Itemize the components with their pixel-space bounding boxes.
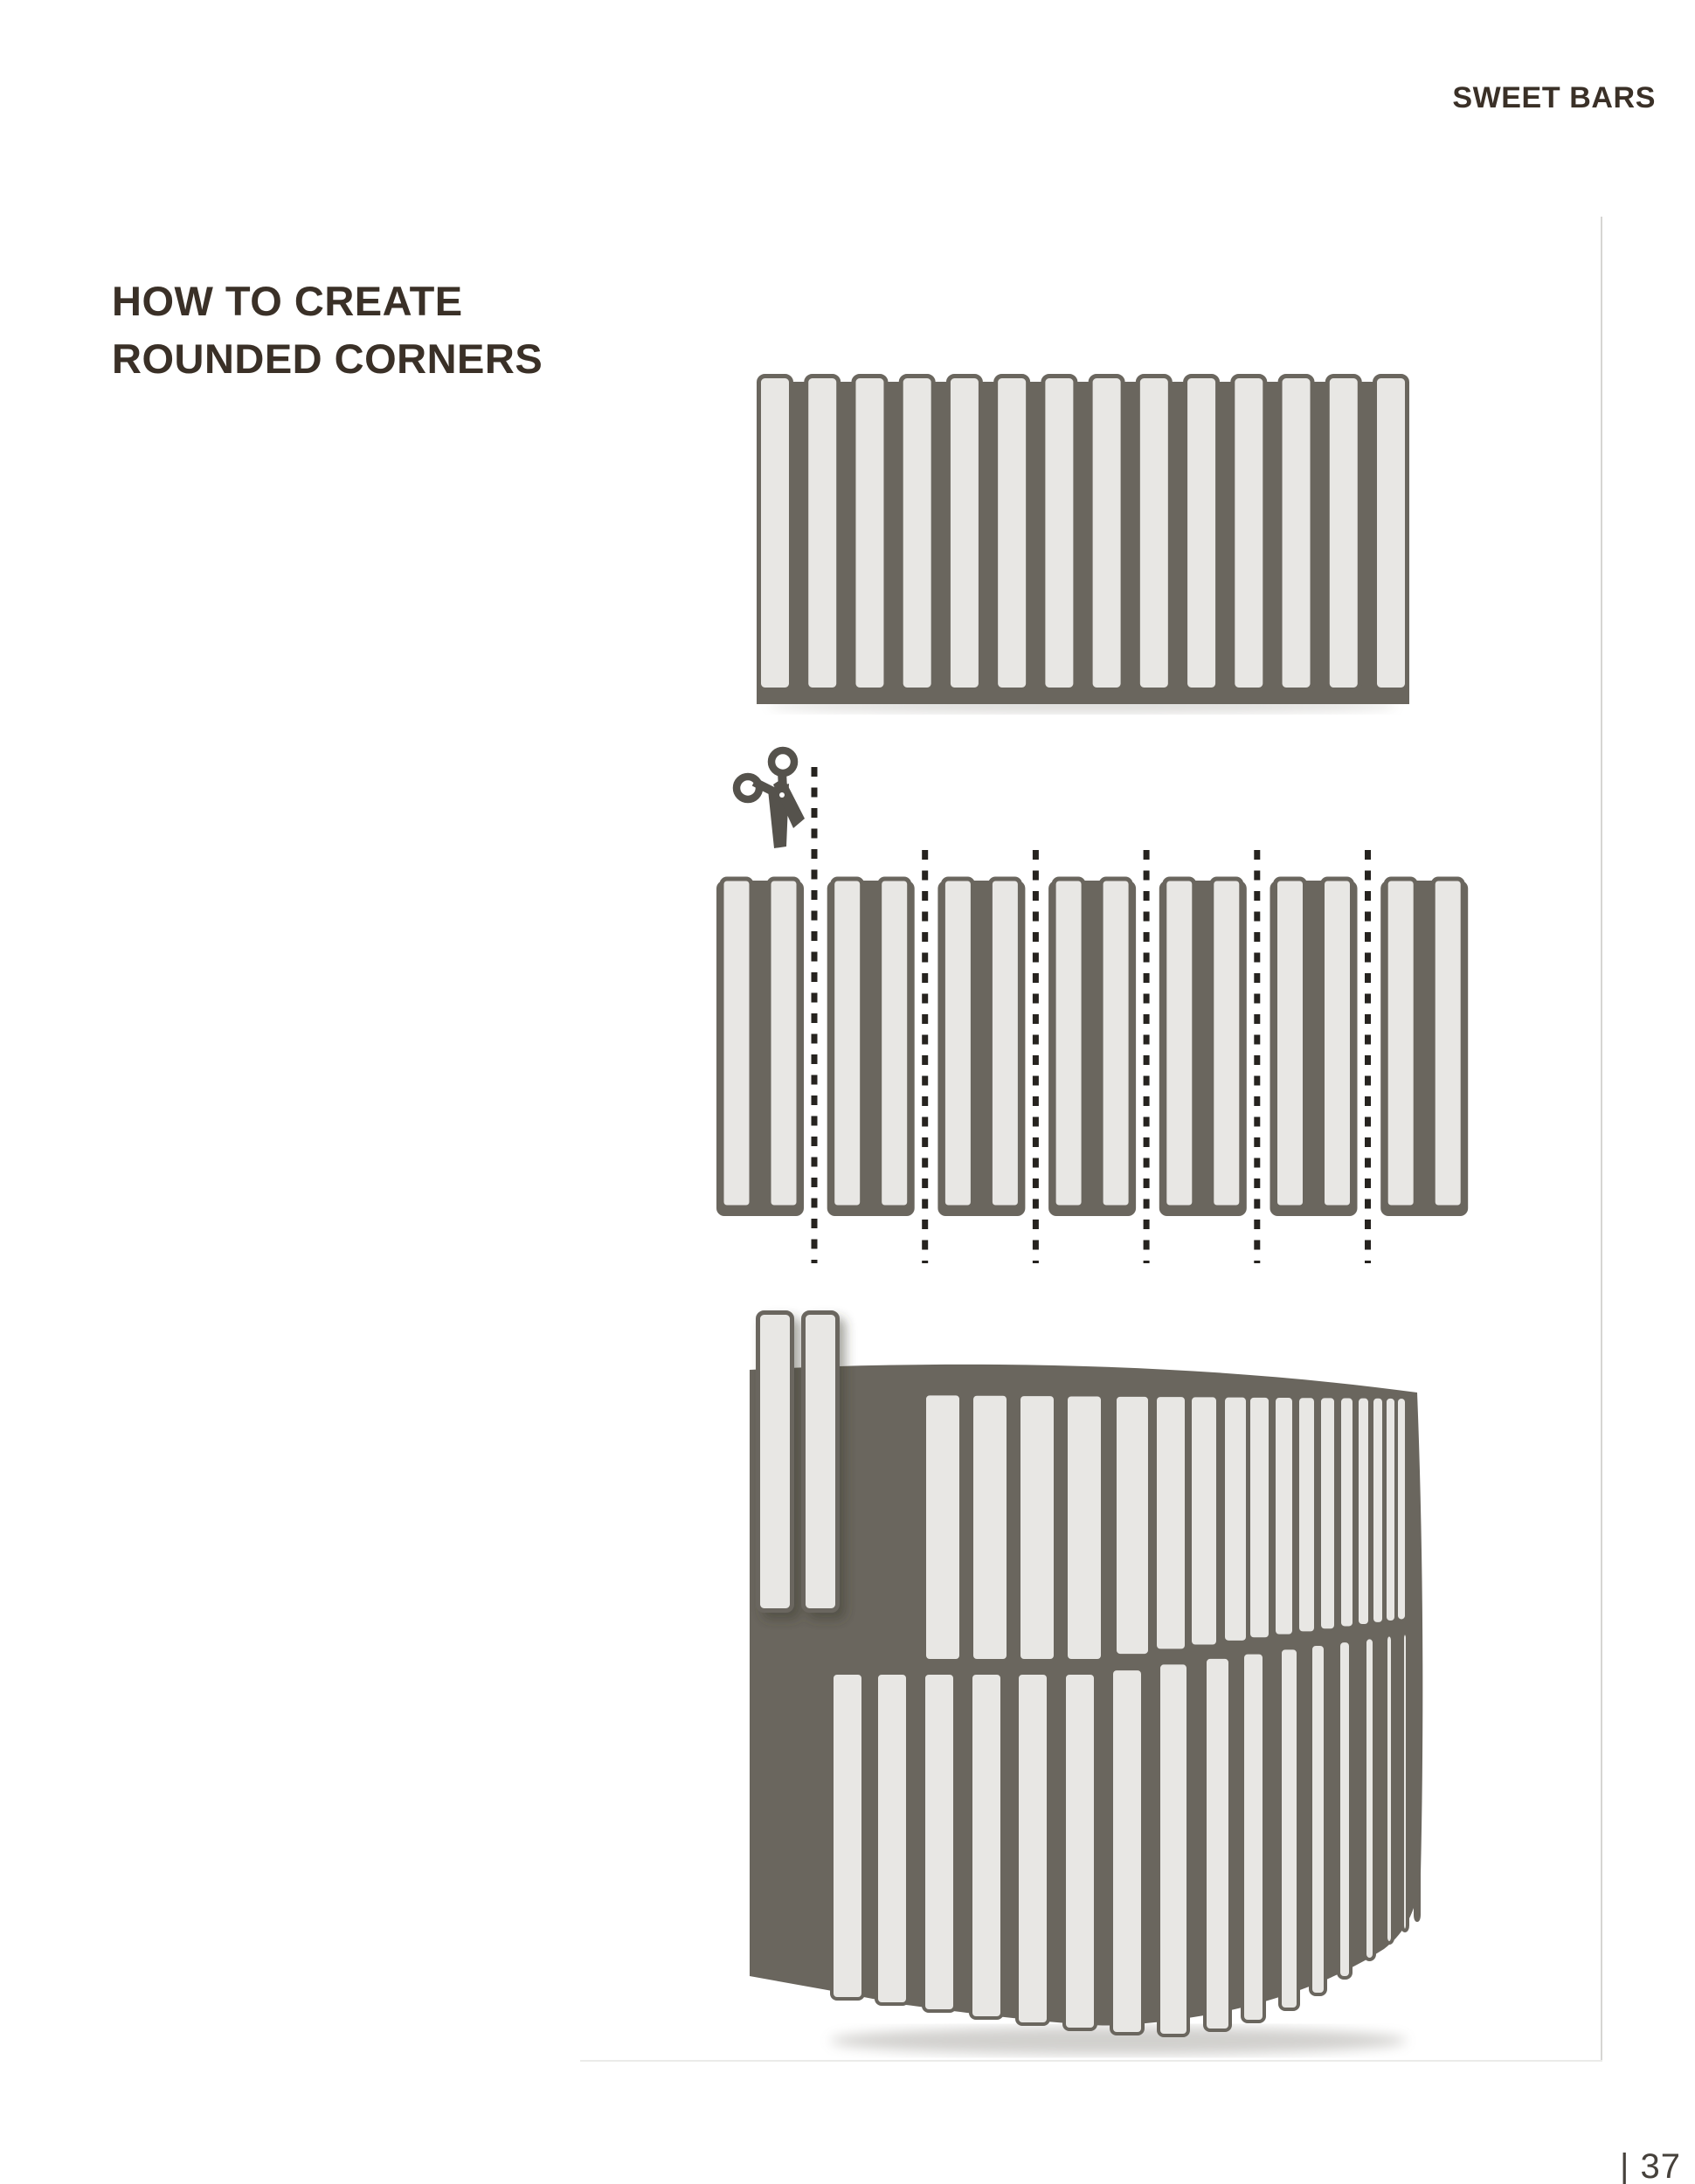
tile-bar [806,377,839,690]
tile-bar [1043,377,1076,690]
tile-bar [948,377,980,690]
tile-bar-upper [1299,1398,1314,1631]
tile-bar-lower [1205,1657,1230,2030]
tile-bar-lower [1064,1673,1096,2029]
page-header-brand: SWEET BARS [1452,81,1656,114]
rounded-corner-installation-illustration [743,1302,1442,2070]
tile-bar-upper [1373,1399,1382,1622]
tile-bar-lower [1280,1648,1298,2009]
tile-strip-pair [1380,879,1468,1216]
page-title [112,273,543,388]
tile-strip-pair [1270,879,1358,1216]
tile-bar [1280,377,1312,690]
tile-bar [1138,377,1170,690]
tile-bar-lower [1017,1673,1048,2024]
tile-bar [1186,377,1218,690]
tile-bar [996,377,1028,690]
page-title-line1: HOW TO CREATE [112,278,463,324]
tile-bar-upper [1192,1397,1216,1644]
tile-bar-upper [1276,1398,1292,1635]
tile-bar-upper [973,1396,1007,1659]
tile-bar-upper [1157,1397,1185,1648]
tile-bar-lower [876,1673,908,2004]
page-title-line2: ROUNDED CORNERS [112,335,543,382]
tile-bar-lower [1415,1631,1419,1920]
tile-bar-upper [926,1395,959,1659]
tile-bar-upper [1225,1398,1246,1641]
tile-bar [1375,377,1408,690]
tile-bar-upper [1341,1399,1353,1627]
tile-bar-upper [1387,1399,1394,1621]
tile-bar-lower [1386,1635,1393,1943]
tile-bar [759,377,792,690]
tile-bar-lower [1339,1641,1351,1978]
uncut-tile-sheet-illustration [753,367,1413,716]
tile-bar-lower [1159,1662,1188,2035]
tile-bar-lower [1311,1644,1325,1994]
tile-strip-pair [1048,879,1136,1216]
tile-bar-upper [1250,1398,1269,1637]
tile-bar-lower [1365,1637,1374,1959]
tile-strip-pair [937,879,1025,1216]
tile-bar-lower [924,1673,955,2011]
tile-bar-lower [1402,1633,1408,1931]
content-divider-line [1601,217,1602,2062]
tile-bar [1233,377,1265,690]
tile-strip-pair [716,879,804,1216]
tile-bar-lower [832,1673,863,1999]
tile-bar [901,377,933,690]
tile-bar-upper [1321,1398,1334,1628]
tile-bar-lower [971,1673,1002,2018]
tile-bar-upper [1117,1397,1148,1654]
tile-strip-pair [1159,879,1247,1216]
tile-bar-upper [1398,1399,1405,1619]
tile-bar [1090,377,1123,690]
scissors-icon [737,750,805,848]
tile-bar-lower [1111,1669,1143,2034]
tile-bar-upper [1068,1396,1101,1659]
uncut-tile-sheet-svg [753,367,1413,716]
tile-bar [1327,377,1359,690]
rounded-corner-svg [743,1302,1442,2070]
cut-strips-svg [712,734,1481,1271]
tile-bar-lower [1242,1653,1264,2022]
page-number: | 37 [1620,2147,1681,2184]
tile-bar-upper [1359,1399,1368,1624]
tile-bar-upper [1020,1396,1054,1659]
tile-bar [854,377,886,690]
cut-into-strips-illustration [712,734,1481,1271]
tile-strip-pair [827,879,915,1216]
